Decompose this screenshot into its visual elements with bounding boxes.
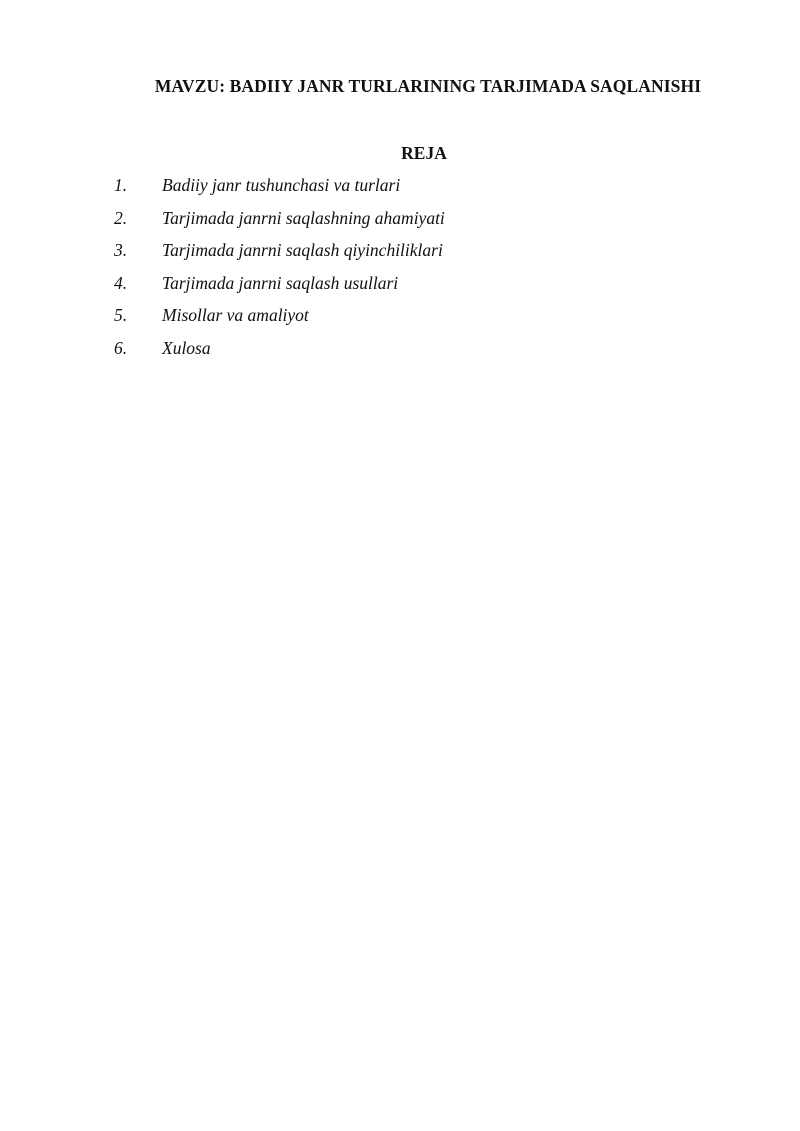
plan-item — [114, 337, 445, 370]
plan-heading: REJA — [401, 143, 447, 163]
plan-item — [114, 239, 445, 272]
plan-item-text: Misollar va amaliyot — [162, 305, 309, 326]
plan-list — [114, 174, 445, 370]
plan-item-number: 1. — [114, 175, 128, 195]
plan-item — [114, 272, 445, 305]
plan-item-text: Tarjimada janrni saqlash qiyinchiliklari — [162, 240, 443, 261]
plan-item-number: 4. — [114, 272, 128, 293]
plan-item-text: Xulosa — [162, 337, 211, 358]
plan-item-number: 6. — [114, 337, 128, 358]
plan-item — [114, 207, 445, 240]
document-title: MAVZU: BADIIY JANR TURLARINING TARJIMADA SAQLANISHI — [154, 76, 702, 96]
plan-item-number: 2. — [114, 207, 128, 228]
plan-item-number: 3. — [114, 240, 128, 261]
plan-item — [114, 174, 445, 207]
plan-item-text: Tarjimada janrni saqlashning ahamiyati — [162, 207, 445, 228]
plan-item-number: 5. — [114, 305, 128, 326]
plan-item-text: Badiiy janr tushunchasi va turlari — [162, 175, 401, 195]
plan-item — [114, 304, 445, 337]
plan-item-text: Tarjimada janrni saqlash usullari — [162, 272, 399, 293]
